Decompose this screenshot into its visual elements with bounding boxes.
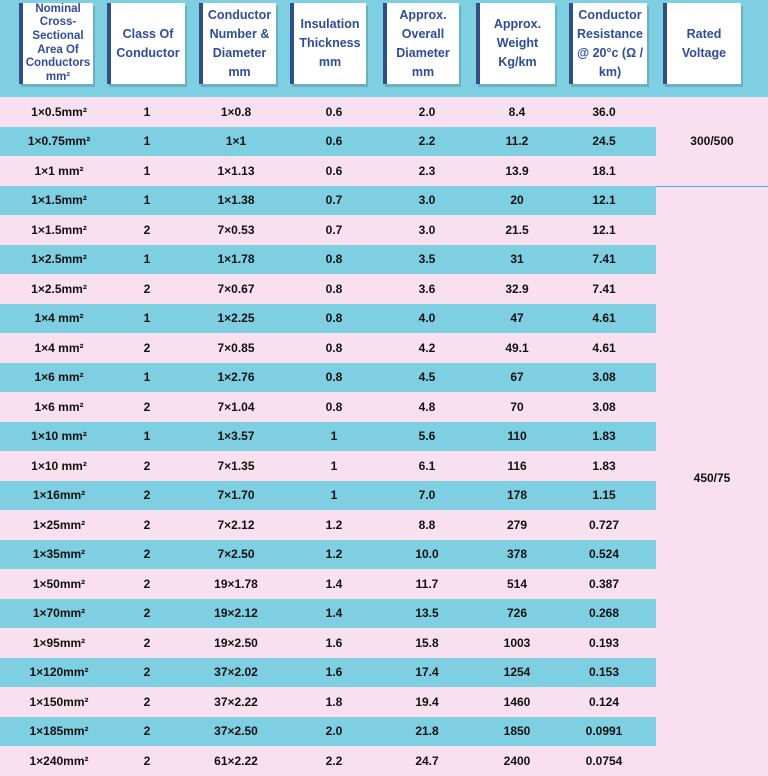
cell-insulation: 0.6 — [325, 104, 343, 119]
cell-area: 1×6 mm² — [34, 370, 84, 385]
cell-area: 1×70mm² — [32, 606, 86, 621]
cell-resistance: 0.387 — [588, 576, 620, 591]
cell-weight: 1254 — [503, 665, 531, 680]
table-row — [0, 274, 768, 304]
cell-weight: 378 — [506, 547, 528, 562]
cell-conductor: 7×0.85 — [217, 340, 255, 355]
cell-resistance: 12.1 — [592, 193, 616, 208]
table-row — [0, 510, 768, 540]
cell-insulation: 1 — [330, 488, 338, 503]
table-row — [0, 363, 768, 393]
cell-resistance: 12.1 — [592, 222, 616, 237]
cell-insulation: 0.8 — [325, 399, 343, 414]
cell-insulation: 1.6 — [325, 635, 343, 650]
table-row — [0, 658, 768, 688]
cell-resistance: 1.83 — [592, 458, 616, 473]
cell-resistance: 18.1 — [592, 163, 616, 178]
cell-area: 1×16mm² — [32, 488, 86, 503]
header-class — [107, 3, 185, 84]
cell-resistance: 0.0991 — [585, 724, 623, 739]
cell-resistance: 4.61 — [592, 311, 616, 326]
cell-class: 2 — [143, 281, 151, 296]
cell-weight: 178 — [506, 488, 528, 503]
voltage-label: 300/500 — [690, 134, 734, 148]
cell-diameter: 7.0 — [418, 488, 436, 503]
cell-conductor: 19×2.12 — [214, 606, 258, 621]
cell-resistance: 36.0 — [592, 104, 616, 119]
cell-weight: 726 — [506, 606, 528, 621]
cell-diameter: 11.7 — [415, 576, 439, 591]
cell-diameter: 4.0 — [418, 311, 436, 326]
cell-insulation: 1.6 — [325, 665, 343, 680]
cell-resistance: 3.08 — [592, 370, 616, 385]
cell-area: 1×1.5mm² — [31, 222, 87, 237]
cell-insulation: 1.2 — [325, 547, 343, 562]
cell-weight: 279 — [506, 517, 528, 532]
cell-conductor: 61×2.22 — [214, 753, 258, 768]
cell-weight: 2400 — [503, 753, 531, 768]
table-row — [0, 628, 768, 658]
cell-class: 2 — [143, 399, 151, 414]
cell-area: 1×185mm² — [29, 724, 89, 739]
cell-class: 2 — [143, 488, 151, 503]
cell-area: 1×50mm² — [32, 576, 86, 591]
cell-weight: 32.9 — [505, 281, 529, 296]
cell-class: 1 — [143, 134, 151, 149]
cell-area: 1×0.5mm² — [31, 104, 87, 119]
cell-resistance: 0.268 — [588, 606, 620, 621]
cell-diameter: 13.5 — [415, 606, 439, 621]
header-insulation — [290, 3, 366, 84]
cell-diameter: 2.0 — [418, 104, 436, 119]
cell-class: 2 — [143, 606, 151, 621]
table-row — [0, 569, 768, 599]
cell-conductor: 37×2.50 — [214, 724, 258, 739]
cell-insulation: 1.4 — [325, 606, 343, 621]
cell-area: 1×240mm² — [29, 753, 89, 768]
table-row — [0, 156, 768, 186]
table-row — [0, 245, 768, 275]
cell-diameter: 3.6 — [418, 281, 436, 296]
cell-weight: 70 — [510, 399, 524, 414]
header-label: Rated Voltage — [681, 26, 727, 60]
cell-area: 1×150mm² — [29, 694, 89, 709]
cell-weight: 1003 — [503, 635, 531, 650]
cell-diameter: 17.4 — [415, 665, 439, 680]
cell-diameter: 2.2 — [418, 134, 436, 149]
table-row — [0, 186, 768, 216]
cell-insulation: 0.7 — [325, 222, 343, 237]
cell-resistance: 0.524 — [588, 547, 620, 562]
cell-conductor: 19×2.50 — [214, 635, 258, 650]
cell-insulation: 2.0 — [325, 724, 343, 739]
header-resistance — [569, 3, 647, 84]
cell-area: 1×10 mm² — [31, 429, 87, 444]
cell-area: 1×4 mm² — [34, 311, 84, 326]
cell-conductor: 7×1.70 — [217, 488, 255, 503]
cell-insulation: 0.7 — [325, 193, 343, 208]
header-rated-voltage — [663, 3, 741, 84]
table-row — [0, 215, 768, 245]
table-row — [0, 717, 768, 747]
cell-class: 1 — [143, 252, 151, 267]
cell-resistance: 4.61 — [592, 340, 616, 355]
cell-area: 1×1.5mm² — [31, 193, 87, 208]
cell-conductor: 1×1 — [225, 134, 247, 149]
cell-weight: 21.5 — [505, 222, 529, 237]
table-row — [0, 599, 768, 629]
cell-diameter: 4.5 — [418, 370, 436, 385]
cell-insulation: 0.6 — [325, 163, 343, 178]
cell-conductor: 1×3.57 — [217, 429, 255, 444]
cell-conductor: 1×1.13 — [217, 163, 255, 178]
cell-resistance: 24.5 — [592, 134, 616, 149]
table-row — [0, 392, 768, 422]
cell-weight: 514 — [506, 576, 528, 591]
cell-class: 2 — [143, 547, 151, 562]
cell-area: 1×10 mm² — [31, 458, 87, 473]
cell-insulation: 1 — [330, 429, 338, 444]
cell-conductor: 7×1.35 — [217, 458, 255, 473]
table-row — [0, 97, 768, 127]
cell-resistance: 7.41 — [592, 252, 616, 267]
cell-insulation: 1.4 — [325, 576, 343, 591]
header-label: Approx. Overall Diameter mm — [396, 7, 450, 79]
cell-resistance: 0.124 — [588, 694, 620, 709]
cell-diameter: 3.0 — [418, 222, 436, 237]
cell-area: 1×4 mm² — [34, 340, 84, 355]
table-row — [0, 540, 768, 570]
cell-weight: 1460 — [503, 694, 531, 709]
cell-diameter: 3.5 — [418, 252, 436, 267]
cell-area: 1×2.5mm² — [31, 281, 87, 296]
cell-area: 1×1 mm² — [34, 163, 84, 178]
cell-conductor: 7×2.50 — [217, 547, 255, 562]
cell-resistance: 0.153 — [588, 665, 620, 680]
header-conductor-number — [199, 3, 276, 84]
header-label: Insulation Thickness mm — [299, 17, 361, 69]
cell-area: 1×25mm² — [32, 517, 86, 532]
cell-insulation: 1 — [330, 458, 338, 473]
table-row — [0, 333, 768, 363]
cell-resistance: 0.193 — [588, 635, 620, 650]
header-nominal-area — [19, 3, 93, 84]
table-row — [0, 687, 768, 717]
cell-conductor: 7×0.53 — [217, 222, 255, 237]
table-row — [0, 304, 768, 334]
cell-insulation: 0.8 — [325, 281, 343, 296]
cell-diameter: 19.4 — [415, 694, 439, 709]
cell-diameter: 4.2 — [418, 340, 436, 355]
cell-weight: 20 — [510, 193, 524, 208]
cell-diameter: 5.6 — [418, 429, 436, 444]
header-label: Approx. Weight Kg/km — [493, 17, 542, 69]
cell-insulation: 2.2 — [325, 753, 343, 768]
cell-conductor: 1×2.76 — [217, 370, 255, 385]
cell-weight: 8.4 — [508, 104, 526, 119]
cell-area: 1×2.5mm² — [31, 252, 87, 267]
cell-insulation: 1.2 — [325, 517, 343, 532]
cell-class: 1 — [143, 429, 151, 444]
cell-conductor: 37×2.22 — [214, 694, 258, 709]
cell-weight: 11.2 — [505, 134, 529, 149]
header-label: Class Of Conductor — [116, 26, 180, 60]
cell-weight: 47 — [510, 311, 524, 326]
header-label: Conductor Number & Diameter mm — [207, 7, 272, 79]
cell-insulation: 0.8 — [325, 340, 343, 355]
cell-diameter: 10.0 — [415, 547, 439, 562]
cell-diameter: 4.8 — [418, 399, 436, 414]
voltage-label: 450/75 — [693, 471, 731, 485]
cell-weight: 1850 — [503, 724, 531, 739]
cell-weight: 110 — [507, 429, 527, 444]
voltage-cell-450-75 — [656, 186, 768, 769]
cell-class: 2 — [143, 665, 151, 680]
cell-weight: 67 — [510, 370, 524, 385]
table-row — [0, 481, 768, 511]
header-label: Conductor Resistance @ 20°c (Ω / km) — [576, 7, 644, 79]
cell-conductor: 1×1.38 — [217, 193, 255, 208]
cell-class: 1 — [143, 163, 151, 178]
cell-resistance: 0.727 — [588, 517, 620, 532]
cell-conductor: 1×1.78 — [217, 252, 255, 267]
cell-area: 1×120mm² — [29, 665, 89, 680]
cell-weight: 13.9 — [505, 163, 529, 178]
table-row — [0, 422, 768, 452]
cell-class: 2 — [143, 724, 151, 739]
cell-conductor: 7×1.04 — [217, 399, 255, 414]
cell-resistance: 1.15 — [592, 488, 616, 503]
cell-weight: 116 — [507, 458, 527, 473]
cell-resistance: 7.41 — [592, 281, 616, 296]
table-row — [0, 746, 768, 776]
cell-class: 2 — [143, 694, 151, 709]
cell-conductor: 37×2.02 — [214, 665, 258, 680]
cell-insulation: 0.6 — [325, 134, 343, 149]
cell-class: 1 — [143, 311, 151, 326]
cell-diameter: 15.8 — [415, 635, 439, 650]
table-body — [0, 97, 768, 776]
cell-conductor: 1×0.8 — [220, 104, 252, 119]
cell-conductor: 7×2.12 — [217, 517, 255, 532]
cell-class: 2 — [143, 753, 151, 768]
cell-diameter: 8.8 — [418, 517, 436, 532]
cell-resistance: 0.0754 — [585, 753, 623, 768]
cell-area: 1×0.75mm² — [27, 134, 91, 149]
cell-class: 2 — [143, 576, 151, 591]
cell-weight: 49.1 — [505, 340, 529, 355]
cell-diameter: 6.1 — [418, 458, 436, 473]
cell-area: 1×95mm² — [32, 635, 86, 650]
cell-class: 1 — [143, 370, 151, 385]
header-weight — [476, 3, 555, 84]
table-row — [0, 127, 768, 157]
cell-diameter: 24.7 — [415, 753, 439, 768]
cell-area: 1×6 mm² — [34, 399, 84, 414]
cell-insulation: 0.8 — [325, 252, 343, 267]
cell-resistance: 1.83 — [592, 429, 616, 444]
cell-conductor: 1×2.25 — [217, 311, 255, 326]
cell-resistance: 3.08 — [592, 399, 616, 414]
cell-diameter: 2.3 — [418, 163, 436, 178]
cell-insulation: 0.8 — [325, 311, 343, 326]
cell-diameter: 21.8 — [415, 724, 439, 739]
cell-weight: 31 — [510, 252, 524, 267]
cell-conductor: 19×1.78 — [214, 576, 258, 591]
cell-class: 2 — [143, 222, 151, 237]
cell-insulation: 1.8 — [325, 694, 343, 709]
header-overall-diameter — [383, 3, 459, 84]
cell-conductor: 7×0.67 — [217, 281, 255, 296]
cell-class: 2 — [143, 517, 151, 532]
table-header — [0, 0, 768, 97]
cell-area: 1×35mm² — [32, 547, 86, 562]
header-label: Nominal Cross-Sectional Area Of Conductors mm² — [25, 2, 91, 83]
cell-class: 2 — [143, 635, 151, 650]
voltage-cell-300-500 — [656, 97, 768, 185]
cell-insulation: 0.8 — [325, 370, 343, 385]
cell-class: 2 — [143, 340, 151, 355]
cell-class: 1 — [143, 104, 151, 119]
table-row — [0, 451, 768, 481]
cell-class: 1 — [143, 193, 151, 208]
cell-class: 2 — [143, 458, 151, 473]
cell-diameter: 3.0 — [418, 193, 436, 208]
